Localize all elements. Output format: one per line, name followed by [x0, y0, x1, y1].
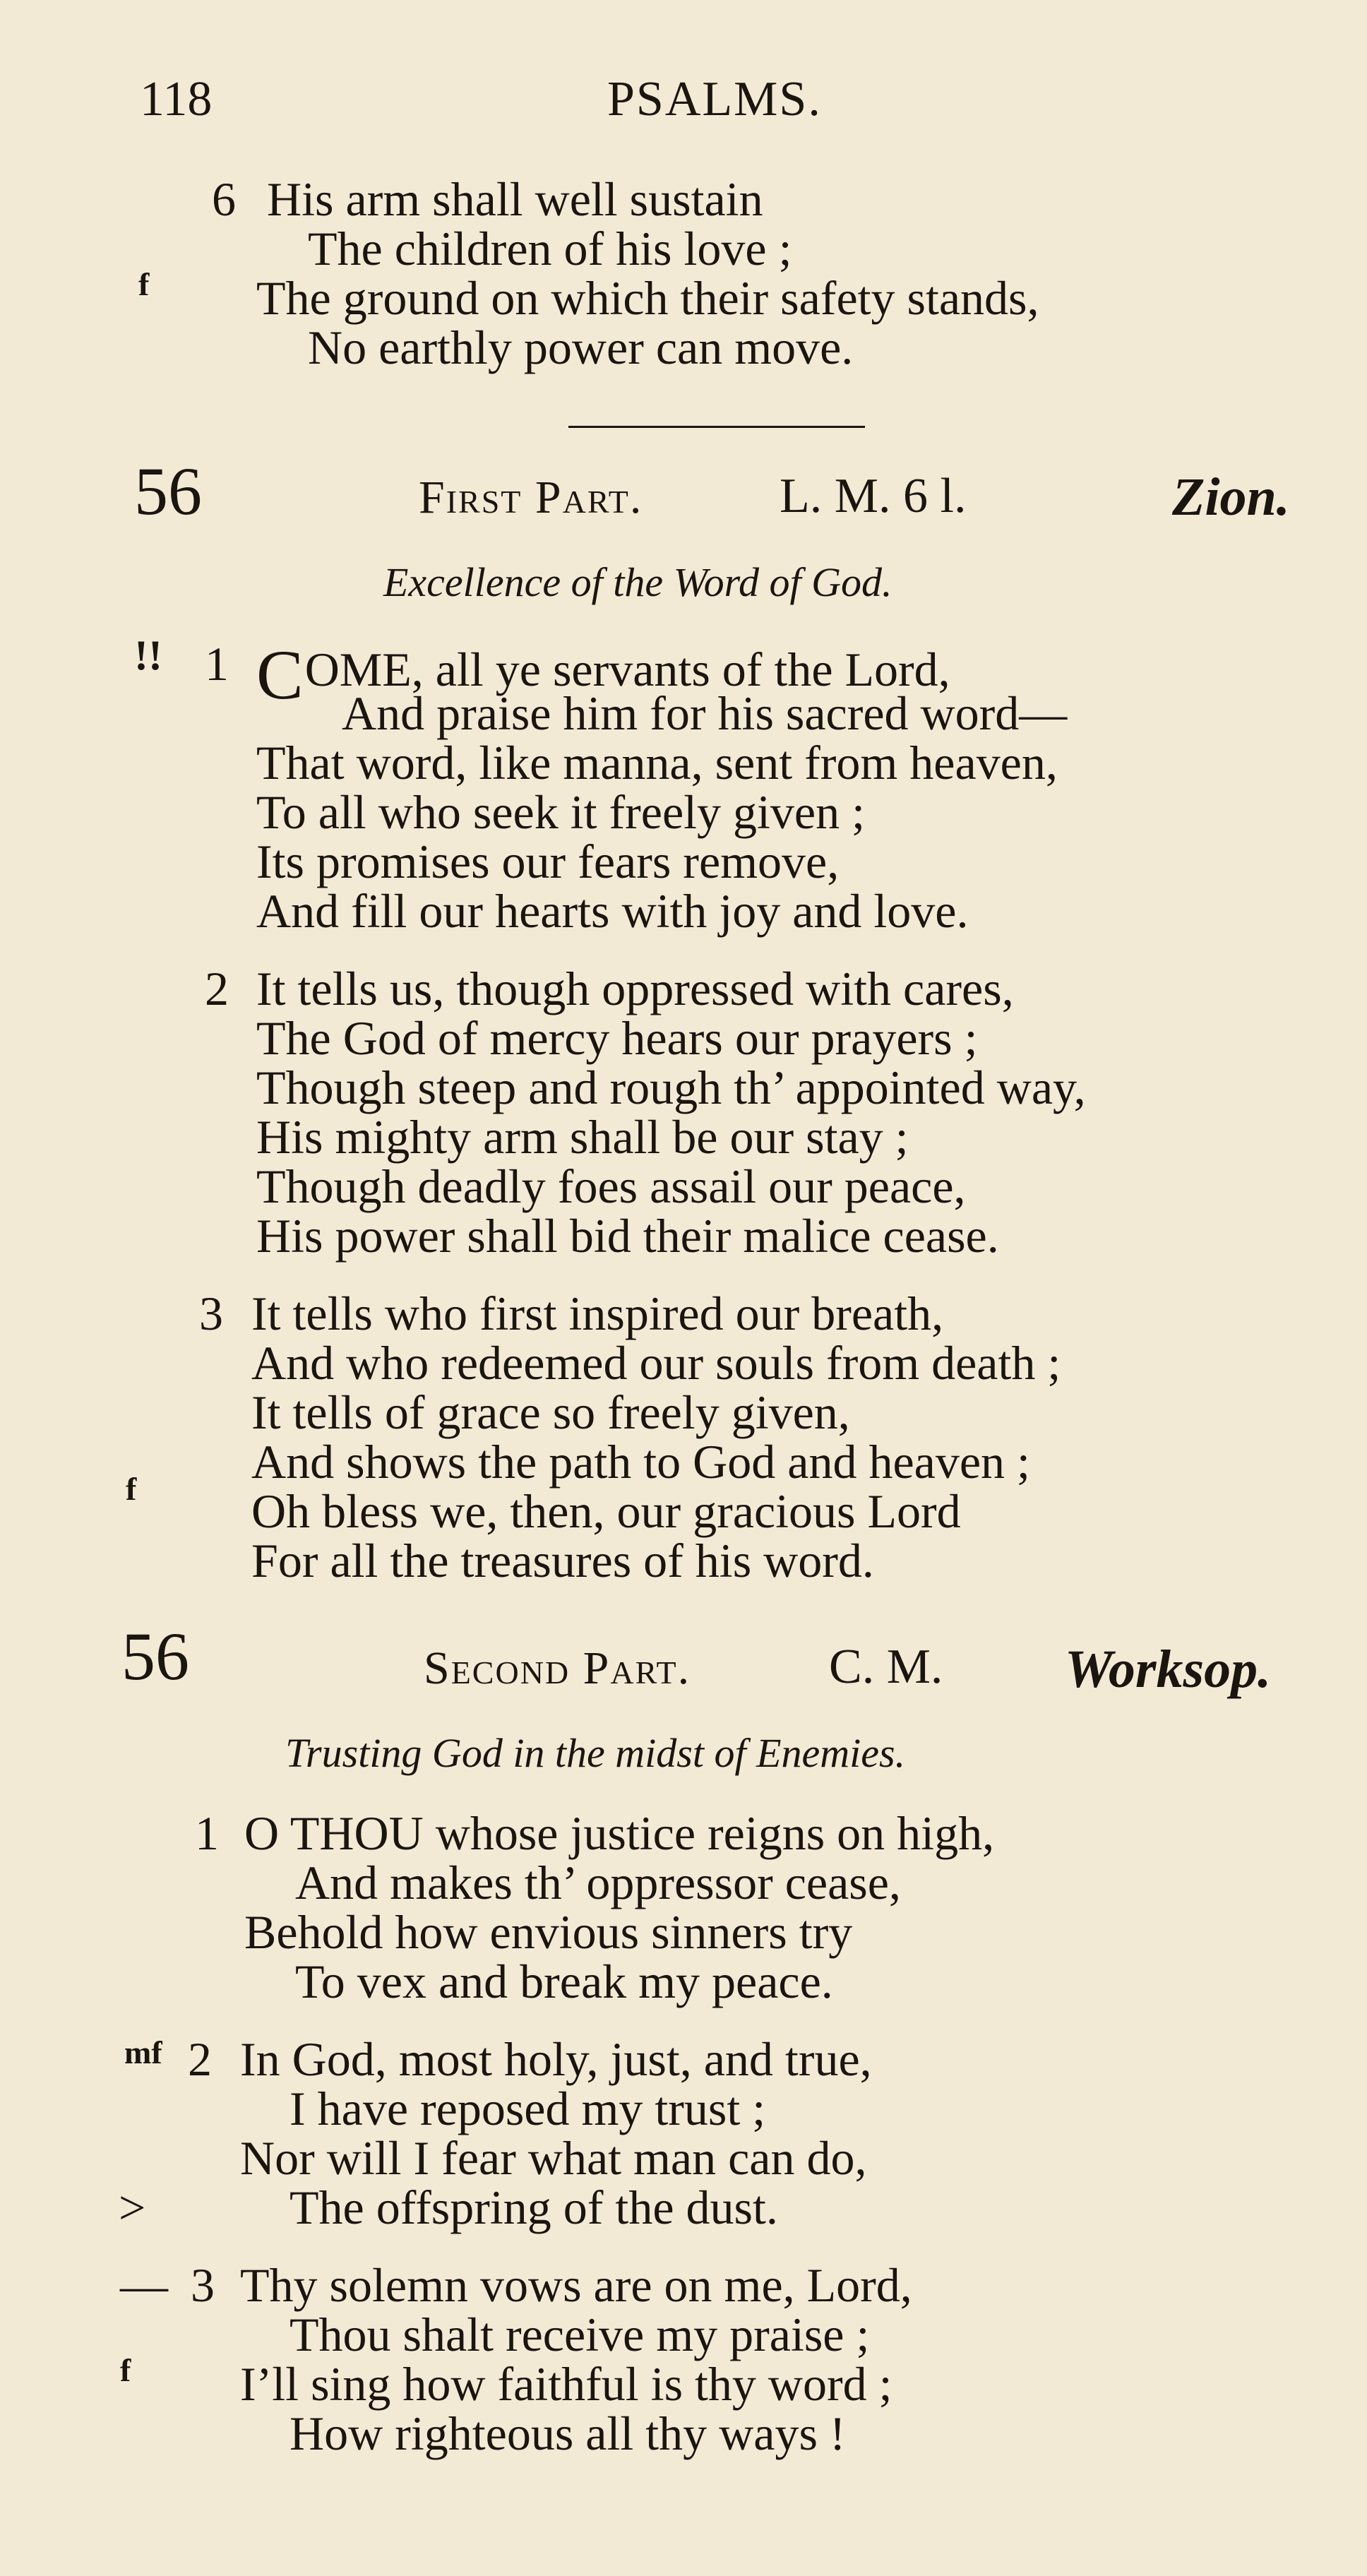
stanza-number: 1	[195, 1806, 219, 1860]
dynamic-mark: f	[126, 1471, 137, 1507]
verse-line: His arm shall well sustain	[267, 172, 763, 226]
verse-line: That word, like manna, sent from heaven,	[256, 736, 1058, 789]
verse-line: How righteous all thy ways !	[289, 2407, 846, 2460]
dash-mark: —	[120, 2258, 168, 2312]
stanza-number: 2	[188, 2032, 212, 2086]
stanza-number: 1	[205, 637, 229, 691]
verse-line: Its promises our fears remove,	[256, 835, 840, 888]
verse-line: No earthly power can move.	[308, 321, 854, 374]
stanza-number: 3	[191, 2258, 215, 2312]
verse-line: Thou shalt receive my praise ;	[289, 2308, 870, 2361]
verse-line: His power shall bid their malice cease.	[256, 1209, 999, 1263]
verse-line: Oh bless we, then, our gracious Lord	[251, 1484, 961, 1538]
page-number: 118	[140, 72, 213, 126]
verse-line: And fill our hearts with joy and love.	[256, 884, 969, 938]
verse-line: Behold how envious sinners try	[244, 1905, 853, 1959]
verse-line: Though deadly foes assail our peace,	[256, 1159, 966, 1213]
verse-line: The offspring of the dust.	[289, 2181, 778, 2234]
dynamic-mark: mf	[124, 2034, 162, 2070]
stanza-number: 3	[199, 1287, 223, 1340]
verse-line: It tells of grace so freely given,	[251, 1385, 850, 1439]
verse-line: The God of mercy hears our prayers ;	[256, 1011, 978, 1065]
verse-line: Nor will I fear what man can do,	[240, 2131, 867, 2185]
verse-line: And shows the path to God and heaven ;	[251, 1435, 1030, 1489]
verse-line: It tells us, though oppressed with cares,	[256, 962, 1014, 1015]
tune-name: Zion.	[1172, 467, 1290, 527]
verse-line: Thy solemn vows are on me, Lord,	[240, 2258, 912, 2312]
section-divider	[568, 426, 865, 428]
dynamic-mark: f	[120, 2352, 131, 2388]
hymn-part: Second Part.	[424, 1642, 691, 1694]
verse-line: I have reposed my trust ;	[289, 2082, 766, 2135]
tune-name: Worksop.	[1065, 1640, 1272, 1699]
verse-line: To vex and break my peace.	[295, 1955, 833, 2008]
verse-line: Though steep and rough th’ appointed way,	[256, 1061, 1086, 1114]
hymn-number: 56	[121, 1618, 189, 1694]
hymn-part: First Part.	[419, 472, 643, 523]
verse-line: O THOU whose justice reigns on high,	[244, 1806, 995, 1860]
verse-line: I’ll sing how faithful is thy word ;	[240, 2357, 893, 2411]
verse-line: The children of his love ;	[308, 222, 792, 275]
hymn-meter: C. M.	[829, 1640, 943, 1694]
verse-line: And who redeemed our souls from death ;	[251, 1336, 1061, 1390]
stanza-number: 6	[212, 172, 236, 226]
running-title: PSALMS.	[607, 72, 822, 126]
drop-cap: C	[256, 636, 304, 714]
verse-line: In God, most holy, just, and true,	[240, 2032, 872, 2086]
verse-line: For all the treasures of his word.	[251, 1534, 874, 1587]
dynamic-mark: f	[138, 266, 150, 302]
dynamic-mark: !!	[134, 632, 162, 679]
hymn-subtitle: Excellence of the Word of God.	[383, 559, 893, 605]
verse-line: The ground on which their safety stands,	[256, 271, 1039, 325]
dynamic-mark: >	[119, 2181, 146, 2234]
verse-line: And praise him for his sacred word—	[342, 686, 1068, 740]
stanza-number: 2	[205, 962, 229, 1015]
hymn-subtitle: Trusting God in the midst of Enemies.	[285, 1730, 906, 1776]
hymn-number: 56	[134, 453, 202, 529]
verse-line: And makes th’ oppressor cease,	[295, 1856, 901, 1909]
hymn-meter: L. M. 6 l.	[780, 469, 967, 523]
verse-line: To all who seek it freely given ;	[256, 785, 865, 839]
verse-line: His mighty arm shall be our stay ;	[256, 1110, 909, 1164]
verse-line-rest: OME, all ye servants of the Lord,	[304, 643, 950, 696]
verse-line: It tells who first inspired our breath,	[251, 1287, 944, 1340]
